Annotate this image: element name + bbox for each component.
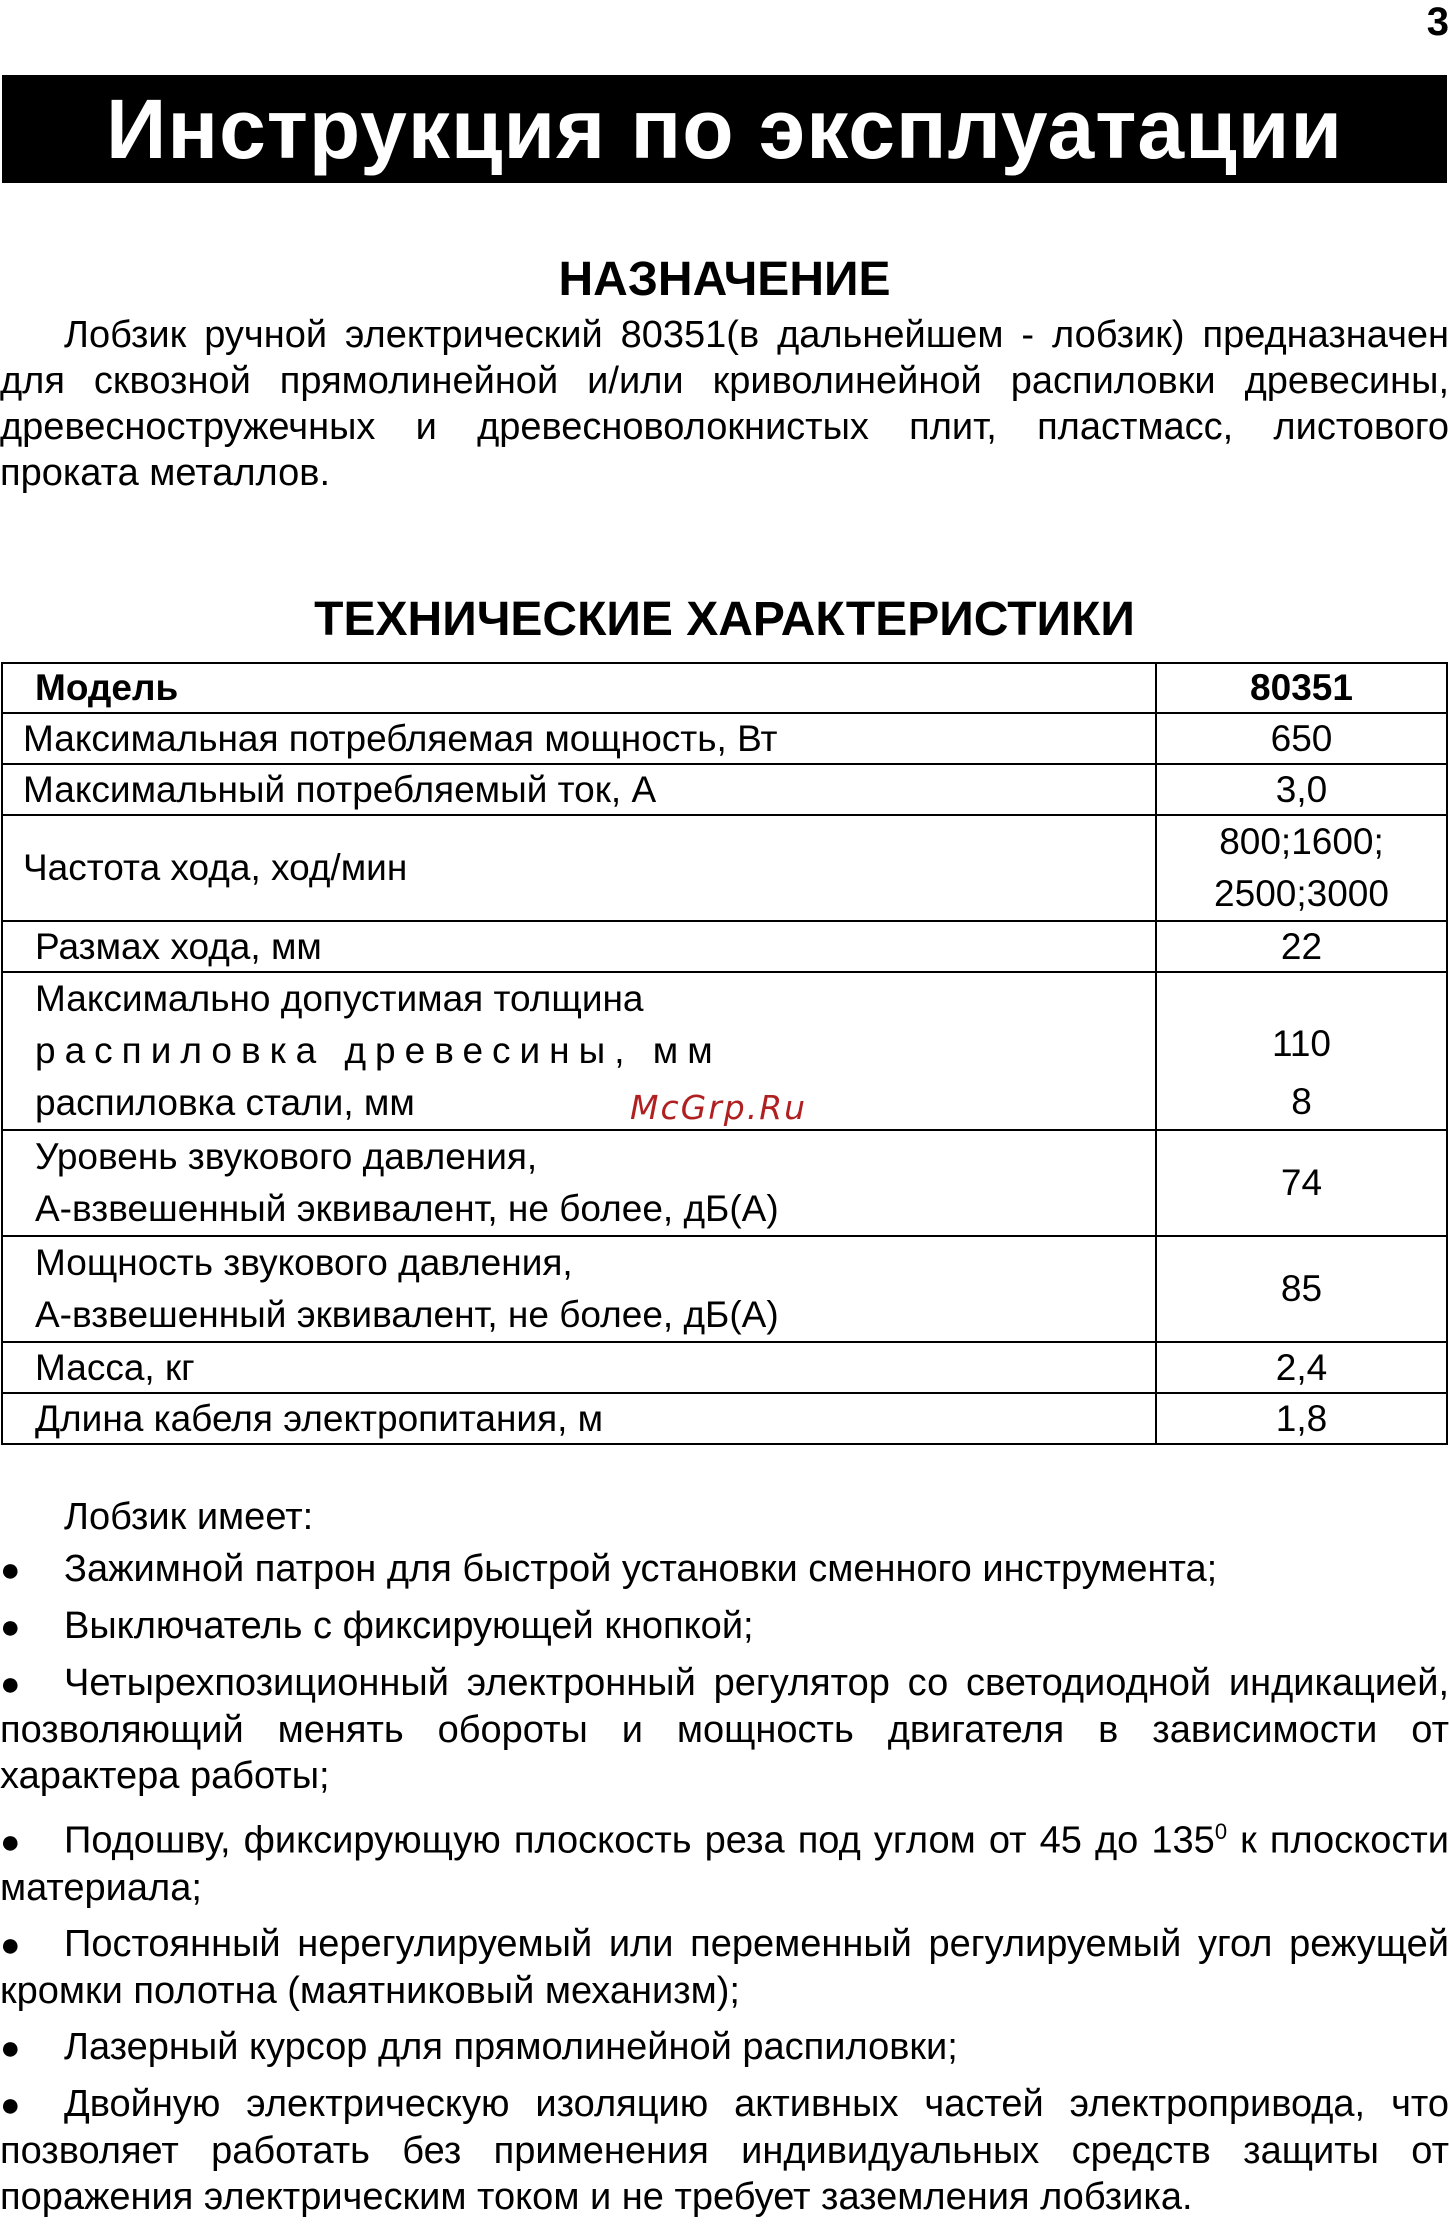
list-item: ● Четырехпозиционный электронный регулятор со светодиодной индикацией, позволяющий менять обороты и мощность двигателя в зависимости от характера работы;: [0, 1662, 1449, 1797]
value-cell: 3,0: [1156, 764, 1447, 815]
param-line: Уровень звукового давления,: [35, 1136, 538, 1177]
param-cell: Размах хода, мм: [2, 921, 1156, 972]
features-intro: Лобзик имеет:: [64, 1496, 314, 1538]
specs-table: [1, 662, 1448, 1445]
value-cell: 22: [1156, 921, 1447, 972]
degree-superscript: 0: [1214, 1819, 1228, 1844]
list-item: ● Двойную электрическую изоляцию активных частей электропривода, что позволяет работать без применения индивидуальных средств защиты от поражения электрическим током и не требует заземления лобзика.: [0, 2082, 1449, 2218]
param-cell: Длина кабеля электропитания, м: [2, 1393, 1156, 1444]
param-cell: [2, 1236, 1156, 1342]
table-row: [2, 764, 1447, 815]
value-cell: 650: [1156, 713, 1447, 764]
bullet-icon: ●: [0, 2085, 21, 2124]
param-cell: Максимальная потребляемая мощность, Вт: [2, 713, 1156, 764]
list-item: ● Выключатель с фиксирующей кнопкой;: [0, 1603, 1449, 1650]
list-item: ● Постоянный нерегулируемый или переменный регулируемый угол режущей кромки полотна (маятниковый механизм);: [0, 1922, 1449, 2012]
table-row: [2, 1130, 1447, 1236]
value-cell: 74: [1156, 1130, 1447, 1236]
param-cell: Масса, кг: [2, 1342, 1156, 1393]
param-cell: [2, 972, 1156, 1130]
value-cell: 1,8: [1156, 1393, 1447, 1444]
header-param-cell: Модель: [2, 663, 1156, 713]
list-item: ● Подошву, фиксирующую плоскость реза под углом от 45 до $135^0$ к плоскости материала;: [0, 1819, 1449, 1909]
param-line: распиловка древесины, мм: [35, 1030, 722, 1071]
value-cell: 85: [1156, 1236, 1447, 1342]
table-row: [2, 1393, 1447, 1444]
watermark-text: McGrp.Ru: [630, 1088, 808, 1127]
param-line: А-взвешенный эквивалент, не более, дБ(А): [35, 1294, 779, 1335]
bullet-icon: ●: [0, 1551, 21, 1589]
param-line: распиловка стали, мм: [35, 1082, 415, 1123]
specs-heading: ТЕХНИЧЕСКИЕ ХАРАКТЕРИСТИКИ: [314, 593, 1135, 646]
value-cell: [1156, 815, 1447, 921]
list-item: ● Лазерный курсор для прямолинейной распиловки;: [0, 2024, 1449, 2071]
param-line: А-взвешенный эквивалент, не более, дБ(А): [35, 1188, 779, 1229]
param-line: Мощность звукового давления,: [35, 1242, 573, 1283]
param-cell: Максимальный потребляемый ток, А: [2, 764, 1156, 815]
value-cell: [1156, 972, 1447, 1130]
page-number: 3: [1426, 0, 1449, 44]
table-row: [2, 1236, 1447, 1342]
value-line: 110: [1272, 1023, 1331, 1064]
purpose-text: Лобзик ручной электрический 80351(в дальнейшем - лобзик) предназначен для сквозной прямолинейной и/или криволинейной распиловки древесины, древесностружечных и древесноволокнистых плит, пластмасс, листового проката металлов.: [0, 314, 1449, 494]
bullet-icon: ●: [0, 1608, 21, 1646]
header-value-cell: 80351: [1156, 663, 1447, 713]
value-line: 2500;3000: [1214, 873, 1389, 914]
bullet-icon: ●: [0, 2028, 21, 2067]
features-list: [0, 1546, 1449, 2230]
value-line: 800;1600;: [1219, 821, 1384, 862]
table-row: [2, 713, 1447, 764]
value-cell: 2,4: [1156, 1342, 1447, 1393]
param-line: Максимально допустимая толщина: [35, 978, 644, 1019]
list-item: ● Зажимной патрон для быстрой установки сменного инструмента;: [0, 1546, 1449, 1593]
table-row-header: [2, 663, 1447, 713]
param-cell: Частота хода, ход/мин: [2, 815, 1156, 921]
document-title: Инструкция по эксплуатации: [2, 75, 1447, 183]
purpose-heading: НАЗНАЧЕНИЕ: [558, 253, 891, 306]
value-line: 8: [1291, 1081, 1312, 1122]
purpose-paragraph: [0, 312, 1449, 496]
table-row: [2, 1342, 1447, 1393]
param-cell: [2, 1130, 1156, 1236]
bullet-icon: ●: [0, 1822, 21, 1861]
bullet-icon: ●: [0, 1925, 21, 1964]
bullet-icon: ●: [0, 1665, 21, 1703]
table-row: [2, 815, 1447, 921]
table-row: [2, 921, 1447, 972]
